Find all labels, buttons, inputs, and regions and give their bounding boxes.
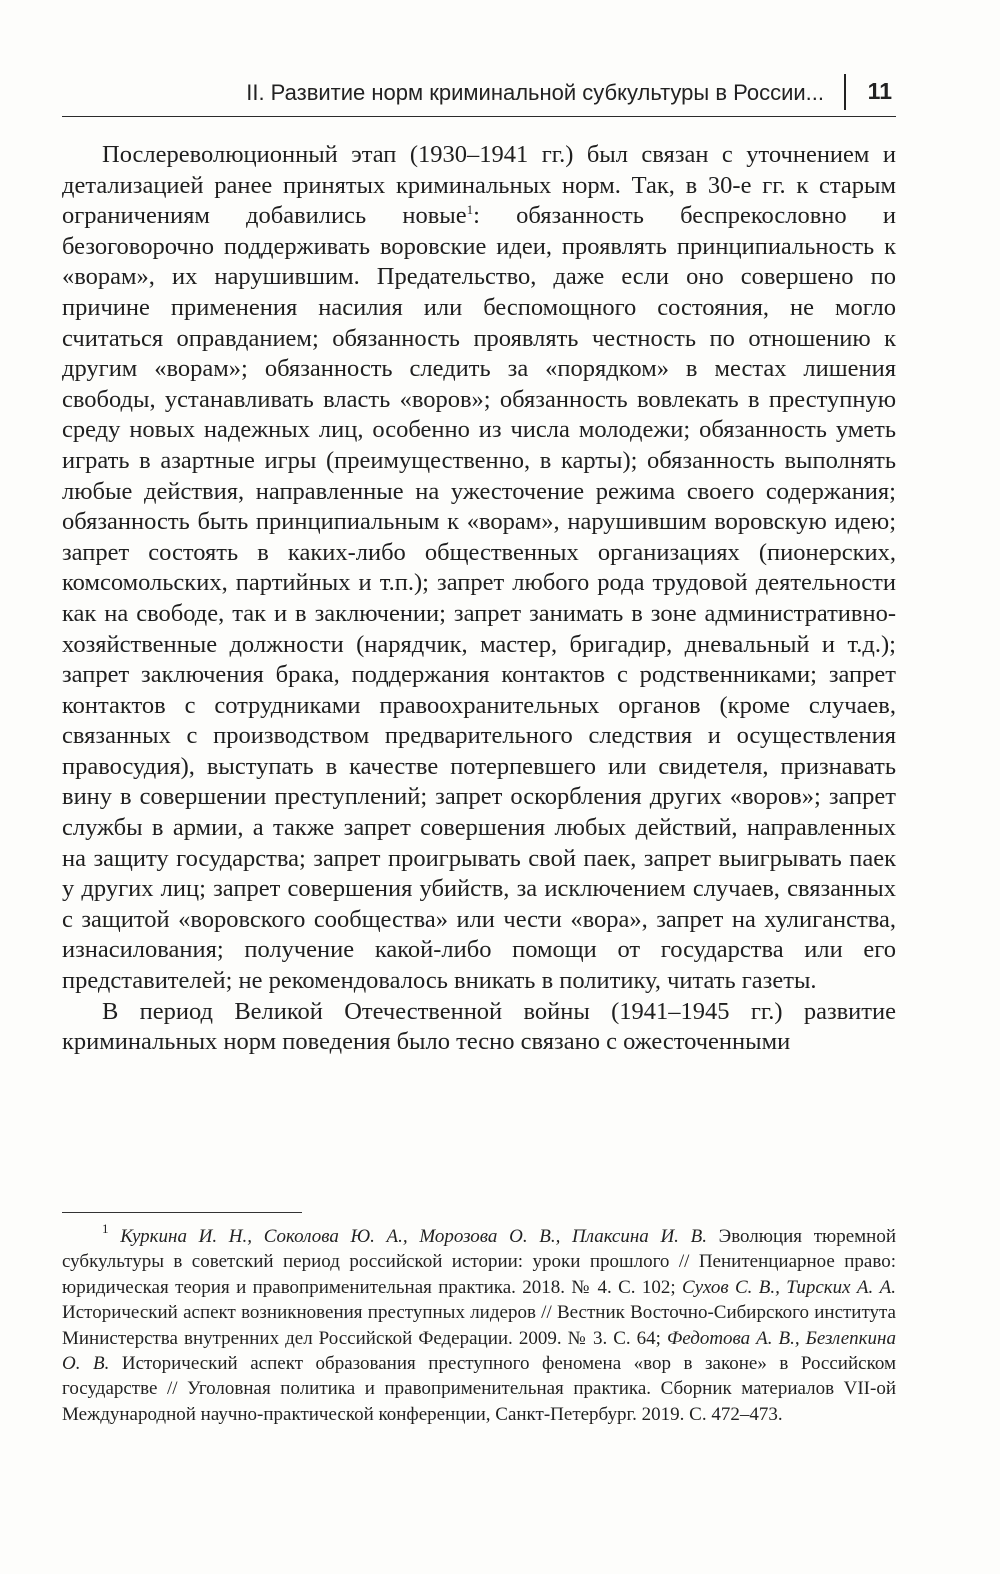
running-header: [62, 68, 896, 117]
running-title: II. Развитие норм криминальной субкультуры в России...: [246, 80, 824, 105]
footnote-citation-1: Эволюция тюремной субкультуры в советский период российской истории: уроки прошлого // Пенитенциарное право: юридическая теория и правоприменительная практика. 2018. № 4. С. 102;: [62, 1226, 896, 1298]
header-separator: [844, 74, 846, 110]
footnote-citation-2: Исторический аспект возникновения преступных лидеров // Вестник Восточно-Сибирского института Министерства внутренних дел Российской Федерации. 2009. № 3. С. 64;: [62, 1302, 896, 1349]
footnote-citation-3: Исторический аспект образования преступного феномена «вор в законе» в Российском государстве // Уголовная политика и правоприменительная практика. Сборник материалов VII-ой Международной научно-практической конференции, Санкт-Петербург. 2019. С. 472–473.: [62, 1353, 896, 1425]
footnote-reference[interactable]: 1: [466, 202, 474, 218]
paragraph-2: В период Великой Отечественной войны (1941–1945 гг.) развитие криминальных норм поведения было тесно связано с ожесточенными: [62, 997, 896, 1056]
footnote-divider: [62, 1212, 302, 1213]
footnote-authors-2: Сухов С. В., Тирских А. А.: [682, 1276, 896, 1298]
paragraph-1-part-2: : обязанность беспрекословно и безоговорочно поддерживать воровские идеи, проявлять принципиальность к «ворам», их нарушившим. Предательство, даже если оно совершено по причине применения насилия или беспомощного состояния, не могло считаться оправданием; обязанность проявлять честность по отношению к другим «ворам»; обязанность следить за «порядком» в местах лишения свободы, устанавливать власть «воров»; обязанность вовлекать в преступную среду новых надежных лиц, особенно из числа молодежи; обязанность уметь играть в азартные игры (преимущественно, в карты); обязанность выполнять любые действия, направленные на ужесточение режима своего содержания; обязанность быть принципиальным к «ворам», нарушившим воровскую идею; запрет состоять в каких-либо общественных организациях (пионерских, комсомольских, партийных и т.п.); запрет любого рода трудовой деятельности как на свободе, так и в заключении; запрет занимать в зоне административно-хозяйственные должности (нарядчик, мастер, бригадир, дневальный и т.д.); запрет заключения брака, поддержания контактов с родственниками; запрет контактов с сотрудниками правоохранительных органов (кроме случаев, связанных с производством предварительного следствия и осуществления правосудия), выступать в качестве потерпевшего или свидетеля, признавать вину в совершении преступлений; запрет оскорбления других «воров»; запрет службы в армии, а также запрет совершения любых действий, направленных на защиту государства; запрет проигрывать свой паек, запрет выигрывать паек у других лиц; запрет совершения убийств, за исключением случаев, связанных с защитой «воровского сообщества» или чести «вора», запрет на хулиганства, изнасилования; получение какой-либо помощи от государства или его представителей; не рекомендовалось вникать в политику, читать газеты.: [62, 202, 896, 995]
paragraph-1-part-1: Послереволюционный этап (1930–1941 гг.) был связан с уточнением и детализацией ранее принятых криминальных норм. Так, в 30-е гг. к старым ограничениям добавились новые: [62, 141, 896, 230]
footnote-number: 1: [102, 1221, 109, 1236]
page-number: 11: [867, 78, 892, 104]
paragraph-1: [62, 140, 896, 997]
footnote-1: [62, 1221, 896, 1427]
footnote-authors-3: Федотова А. В., Безлепкина О. В.: [62, 1327, 896, 1375]
main-text: [62, 140, 896, 1058]
footnote-authors-1: Куркина И. Н., Соколова Ю. А., Морозова О. В., Плаксина И. В.: [120, 1226, 707, 1247]
